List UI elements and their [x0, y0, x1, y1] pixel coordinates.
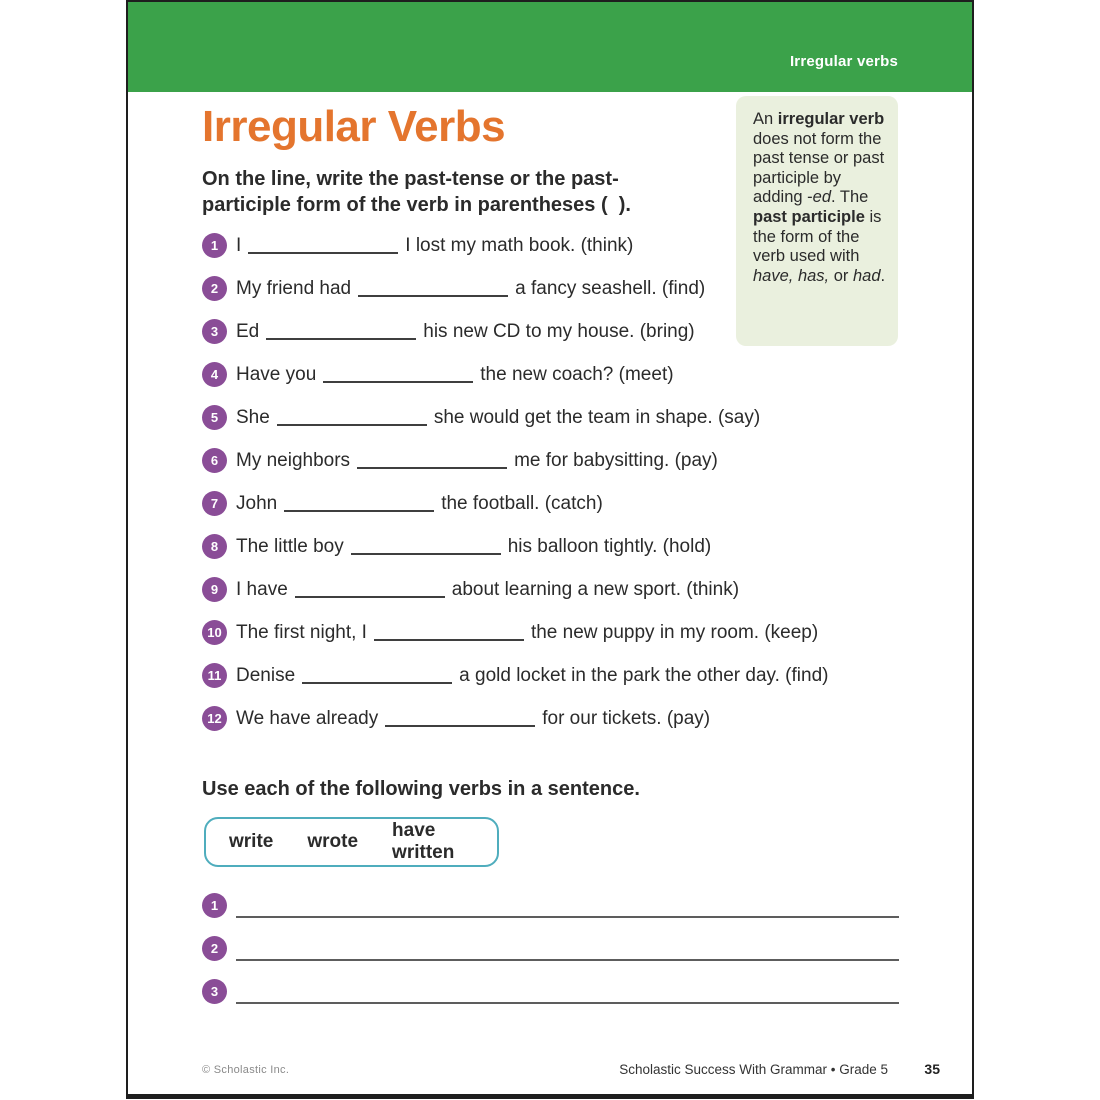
writing-line-row	[202, 884, 899, 927]
item-number-badge: 10	[202, 620, 227, 645]
answer-blank	[323, 369, 473, 383]
answer-blank	[302, 670, 452, 684]
item-number-badge: 8	[202, 534, 227, 559]
item-sentence	[236, 321, 695, 343]
item-number-badge: 2	[202, 276, 227, 301]
book-title-text: Scholastic Success With Grammar • Grade 5	[619, 1062, 888, 1077]
item-number-badge: 1	[202, 893, 227, 918]
sentence-before-blank: John	[236, 492, 278, 514]
header-band	[128, 2, 972, 92]
word-bank-word: wrote	[307, 831, 359, 852]
item-sentence	[236, 407, 760, 429]
sidebar-text: . The	[831, 188, 869, 207]
writing-line-row	[202, 970, 899, 1013]
item-sentence	[236, 278, 705, 300]
worksheet-page	[126, 0, 974, 1099]
exercise1-item	[202, 396, 842, 439]
sidebar-text: or	[829, 266, 853, 285]
item-sentence	[236, 708, 710, 730]
exercise1-item	[202, 568, 842, 611]
word-bank-box	[204, 817, 499, 867]
exercise1-item	[202, 310, 842, 353]
exercise1-item	[202, 482, 842, 525]
sentence-after-blank: she would get the team in shape. (say)	[433, 406, 761, 428]
answer-blank	[284, 498, 434, 512]
item-sentence	[236, 665, 828, 687]
sidebar-text-bold: past participle	[753, 207, 865, 226]
answer-blank	[295, 584, 445, 598]
header-band-label: Irregular verbs	[789, 53, 898, 70]
sentence-before-blank: I have	[236, 578, 288, 600]
copyright-text: © Scholastic Inc.	[202, 1064, 290, 1076]
exercise1-item	[202, 267, 842, 310]
sentence-before-blank: The little boy	[236, 535, 344, 557]
item-sentence	[236, 536, 711, 558]
item-number-badge: 2	[202, 936, 227, 961]
page-number: 35	[924, 1061, 940, 1077]
word-bank-word: write	[229, 831, 274, 852]
answer-blank	[351, 541, 501, 555]
exercise1-item	[202, 697, 842, 740]
writing-line	[236, 1002, 899, 1004]
sentence-after-blank: for our tickets. (pay)	[542, 707, 711, 729]
item-number-badge: 7	[202, 491, 227, 516]
sentence-after-blank: about learning a new sport. (think)	[451, 578, 740, 600]
sentence-before-blank: The first night, I	[236, 621, 367, 643]
answer-blank	[248, 240, 398, 254]
exercise1-item	[202, 654, 842, 697]
answer-blank	[374, 627, 524, 641]
sidebar-text: is the form of the verb used with	[753, 207, 882, 266]
item-sentence	[236, 493, 603, 515]
exercise1-item-list	[202, 224, 842, 740]
item-number-badge: 4	[202, 362, 227, 387]
exercise2-heading: Use each of the following verbs in a sentence.	[202, 778, 640, 800]
exercise1-item	[202, 224, 842, 267]
word-bank-word: have written	[392, 820, 455, 863]
sidebar-text: .	[880, 266, 886, 285]
sentence-after-blank: the new coach? (meet)	[480, 363, 674, 385]
answer-blank	[358, 283, 508, 297]
item-sentence	[236, 579, 739, 601]
sidebar-text: does not form the past tense or past participle by adding -	[753, 129, 885, 207]
writing-line	[236, 959, 899, 961]
sentence-before-blank: She	[236, 406, 270, 428]
item-number-badge: 1	[202, 233, 227, 258]
sentence-after-blank: his balloon tightly. (hold)	[507, 535, 712, 557]
sidebar-text-italic: ed	[812, 188, 831, 207]
item-number-badge: 5	[202, 405, 227, 430]
item-sentence	[236, 622, 818, 644]
item-number-badge: 9	[202, 577, 227, 602]
sentence-after-blank: the new puppy in my room. (keep)	[530, 621, 819, 643]
item-sentence	[236, 450, 718, 472]
item-number-badge: 11	[202, 663, 227, 688]
item-sentence	[236, 364, 674, 386]
answer-blank	[357, 455, 507, 469]
answer-blank	[277, 412, 427, 426]
sentence-after-blank: a gold locket in the park the other day. (find)	[459, 664, 829, 686]
item-number-badge: 12	[202, 706, 227, 731]
instructions-text: On the line, write the past-tense or the past-participle form of the verb in parentheses ( ).	[202, 168, 631, 216]
writing-line	[236, 916, 899, 918]
sentence-after-blank: the football. (catch)	[441, 492, 603, 514]
sentence-before-blank: My friend had	[236, 277, 352, 299]
sentence-after-blank: I lost my math book. (think)	[405, 234, 634, 256]
sentence-after-blank: his new CD to my house. (bring)	[423, 320, 695, 342]
item-number-badge: 6	[202, 448, 227, 473]
exercise1-item	[202, 525, 842, 568]
item-sentence	[236, 235, 633, 257]
sentence-after-blank: a fancy seashell. (find)	[515, 277, 706, 299]
answer-blank	[385, 713, 535, 727]
page-title: Irregular Verbs	[202, 102, 506, 151]
item-number-badge: 3	[202, 979, 227, 1004]
writing-line-row	[202, 927, 899, 970]
sidebar-text: An	[753, 110, 778, 128]
answer-blank	[266, 326, 416, 340]
sentence-before-blank: Denise	[236, 664, 296, 686]
sentence-before-blank: Have you	[236, 363, 317, 385]
sentence-before-blank: My neighbors	[236, 449, 351, 471]
sentence-before-blank: Ed	[236, 320, 260, 342]
sidebar-text-italic: have, has,	[753, 266, 830, 285]
item-number-badge: 3	[202, 319, 227, 344]
sentence-before-blank: I	[236, 234, 242, 256]
sentence-after-blank: me for babysitting. (pay)	[514, 449, 718, 471]
sidebar-text-italic: had	[852, 266, 881, 285]
page-footer	[200, 1058, 940, 1082]
sentence-before-blank: We have already	[236, 707, 379, 729]
exercise1-item	[202, 353, 842, 396]
sidebar-text-bold: irregular verb	[777, 110, 885, 128]
sentence-writing-lines	[202, 884, 899, 1013]
exercise1-item	[202, 611, 842, 654]
exercise1-item	[202, 439, 842, 482]
